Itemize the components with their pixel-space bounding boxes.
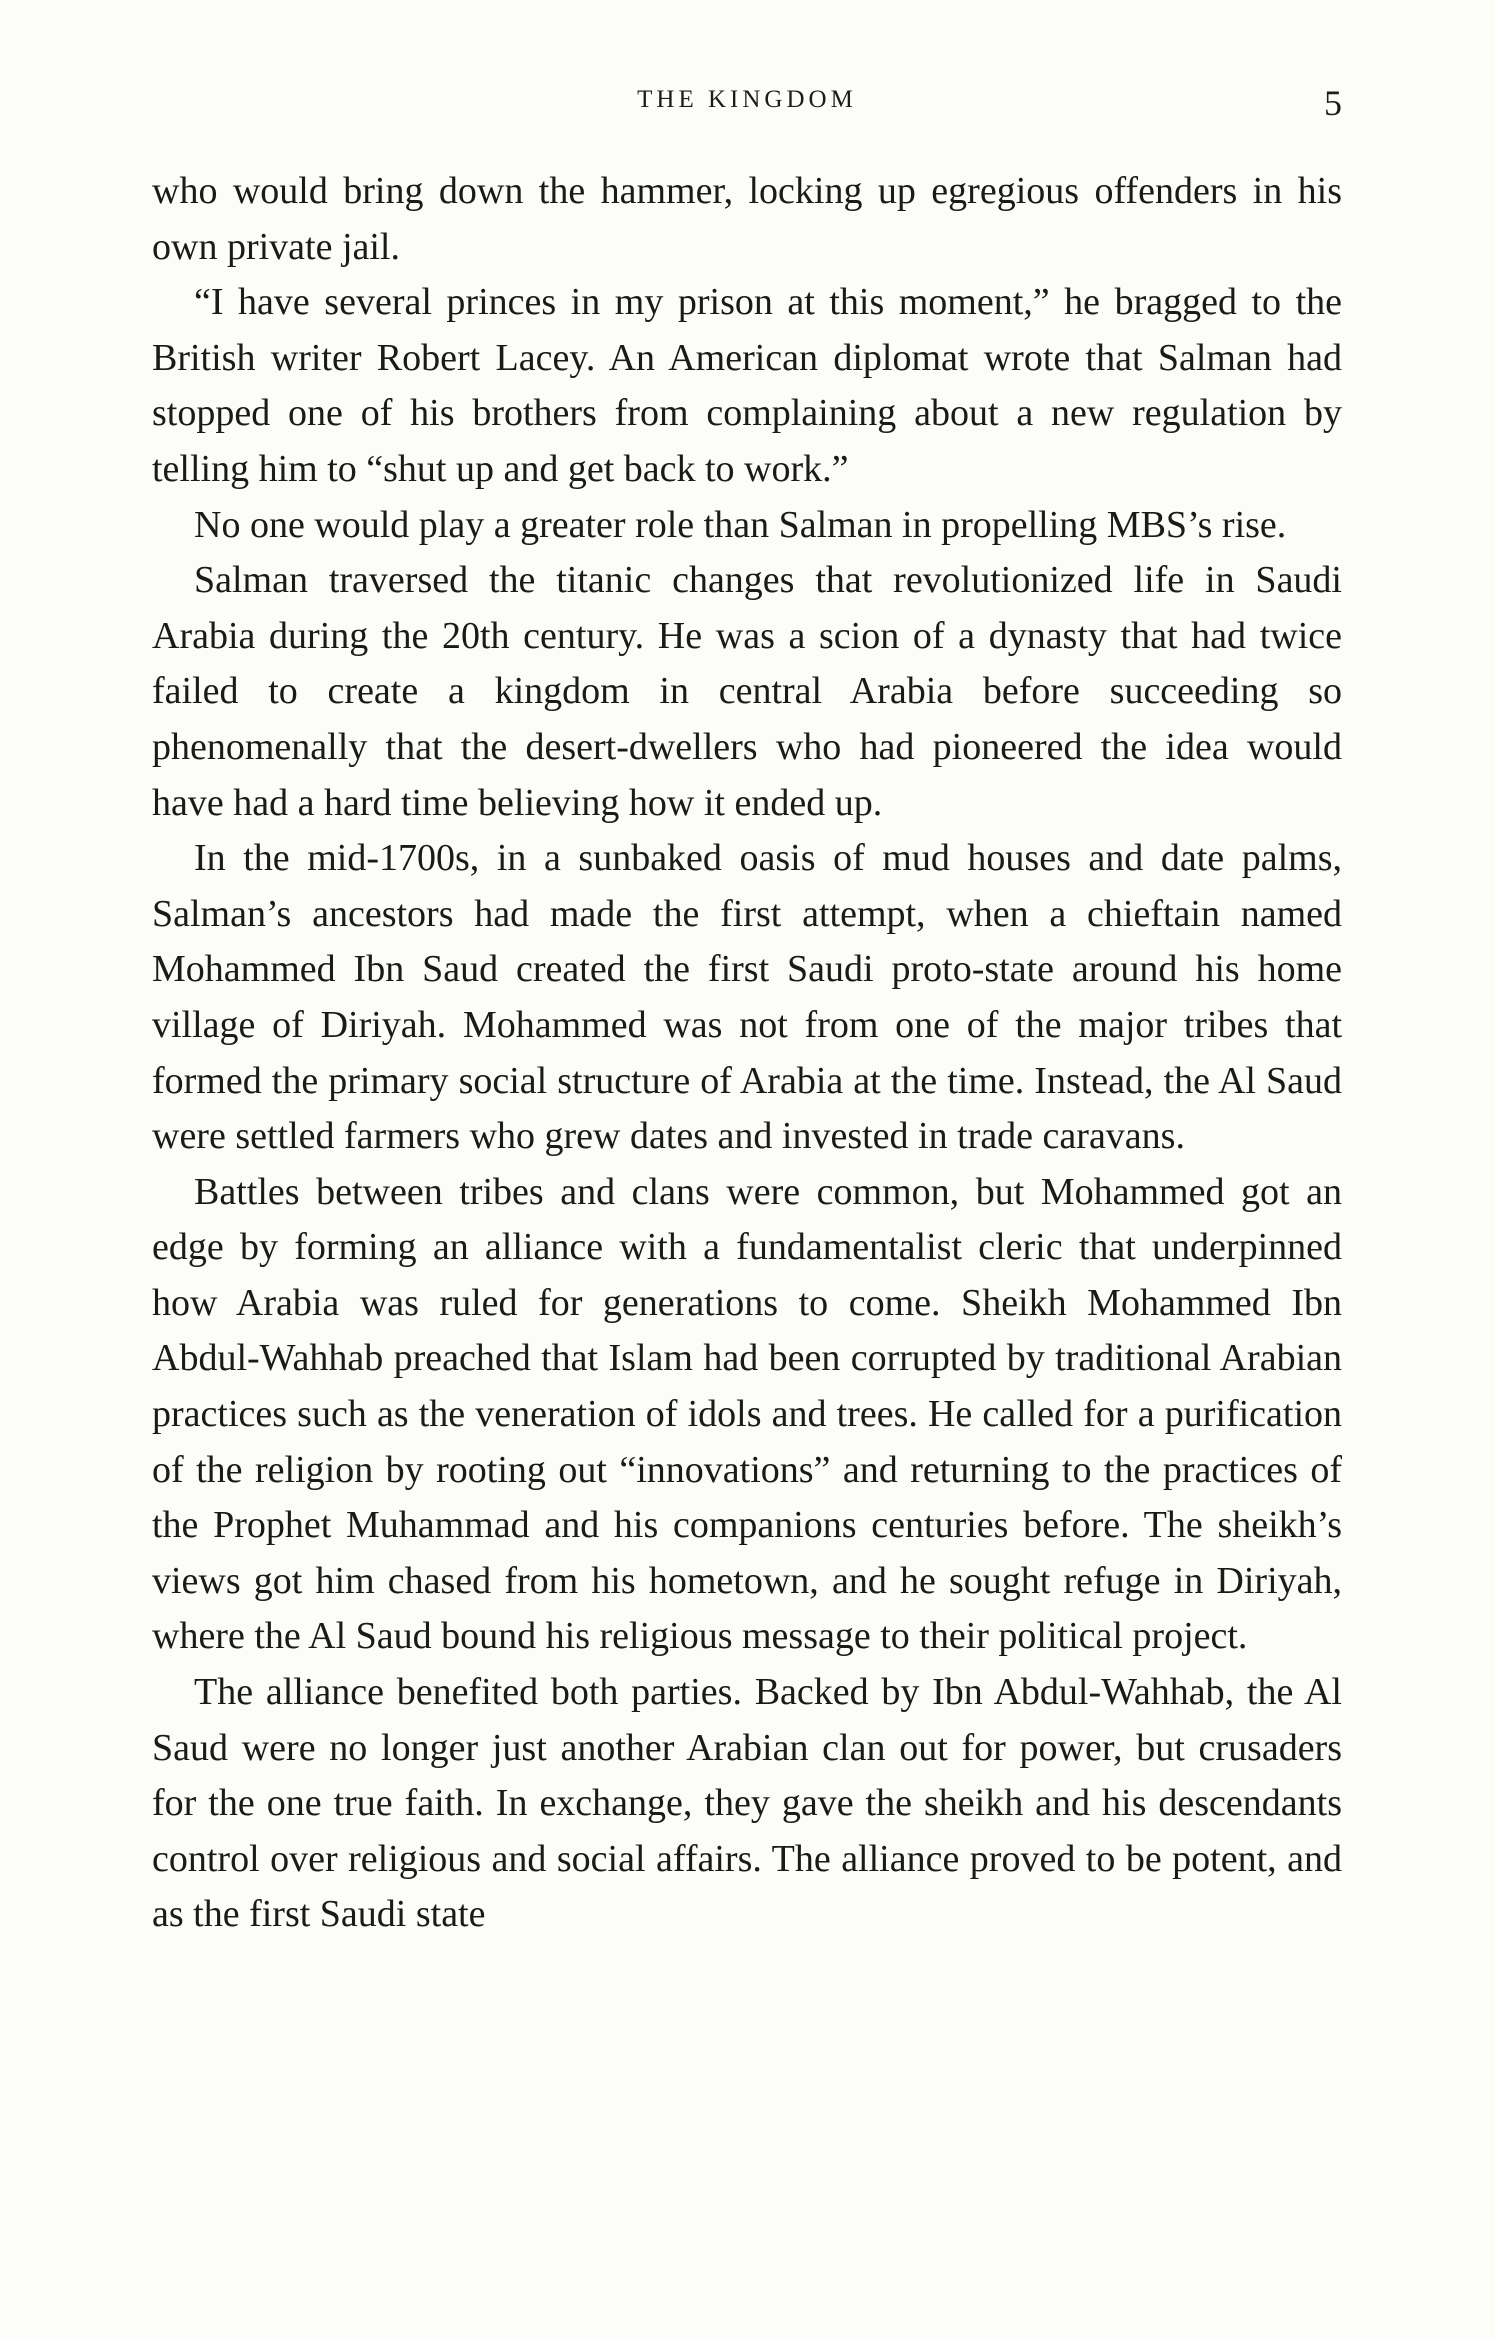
paragraph: In the mid-1700s, in a sunbaked oasis of mud houses and date palms, Salman’s ancestors had made the first attempt, when a chieftain named Mohammed Ibn Saud created the first Saudi proto-state around his home village of Diriyah. Mohammed was not from one of the major tribes that formed the primary social structure of Arabia at the time. Instead, the Al Saud were settled farmers who grew dates and invested in trade caravans. — [152, 837, 1342, 1158]
paragraph: Salman traversed the titanic changes that revolutionized life in Saudi Arabia during the 20th century. He was a scion of a dynasty that had twice failed to create a kingdom in central Arabia before succeeding so phenomenally that the desert-dwellers who had pioneered the idea would have had a hard time believing how it ended up. — [152, 559, 1342, 824]
running-title: THE KINGDOM — [637, 86, 857, 113]
running-head — [152, 83, 1342, 126]
body-text — [152, 164, 1342, 1943]
paragraph-continuation: who would bring down the hammer, locking up egregious offenders in his own private jail. — [152, 170, 1342, 268]
paragraph: No one would play a greater role than Salman in propelling MBS’s rise. — [194, 503, 1287, 546]
page-number: 5 — [1324, 83, 1342, 123]
paragraph: Battles between tribes and clans were common, but Mohammed got an edge by forming an alliance with a fundamentalist cleric that underpinned how Arabia was ruled for generations to come. Sheikh Mohammed Ibn Abdul-Wahhab preached that Islam had been corrupted by traditional Arabian practices such as the veneration of idols and trees. He called for a purification of the religion by rooting out “innovations” and returning to the practices of the Prophet Muhammad and his companions centuries before. The sheikh’s views got him chased from his hometown, and he sought refuge in Diriyah, where the Al Saud bound his religious message to their political project. — [152, 1170, 1342, 1658]
paragraph: “I have several princes in my prison at this moment,” he bragged to the British writer Robert Lacey. An American diplomat wrote that Salman had stopped one of his brothers from complaining about a new regulation by telling him to “shut up and get back to work.” — [152, 281, 1342, 490]
paragraph: The alliance benefited both parties. Backed by Ibn Abdul-Wahhab, the Al Saud were no longer just another Arabian clan out for power, but crusaders for the one true faith. In exchange, they gave the sheikh and his descendants control over religious and social affairs. The alliance proved to be potent, and as the first Saudi state — [152, 1671, 1342, 1936]
